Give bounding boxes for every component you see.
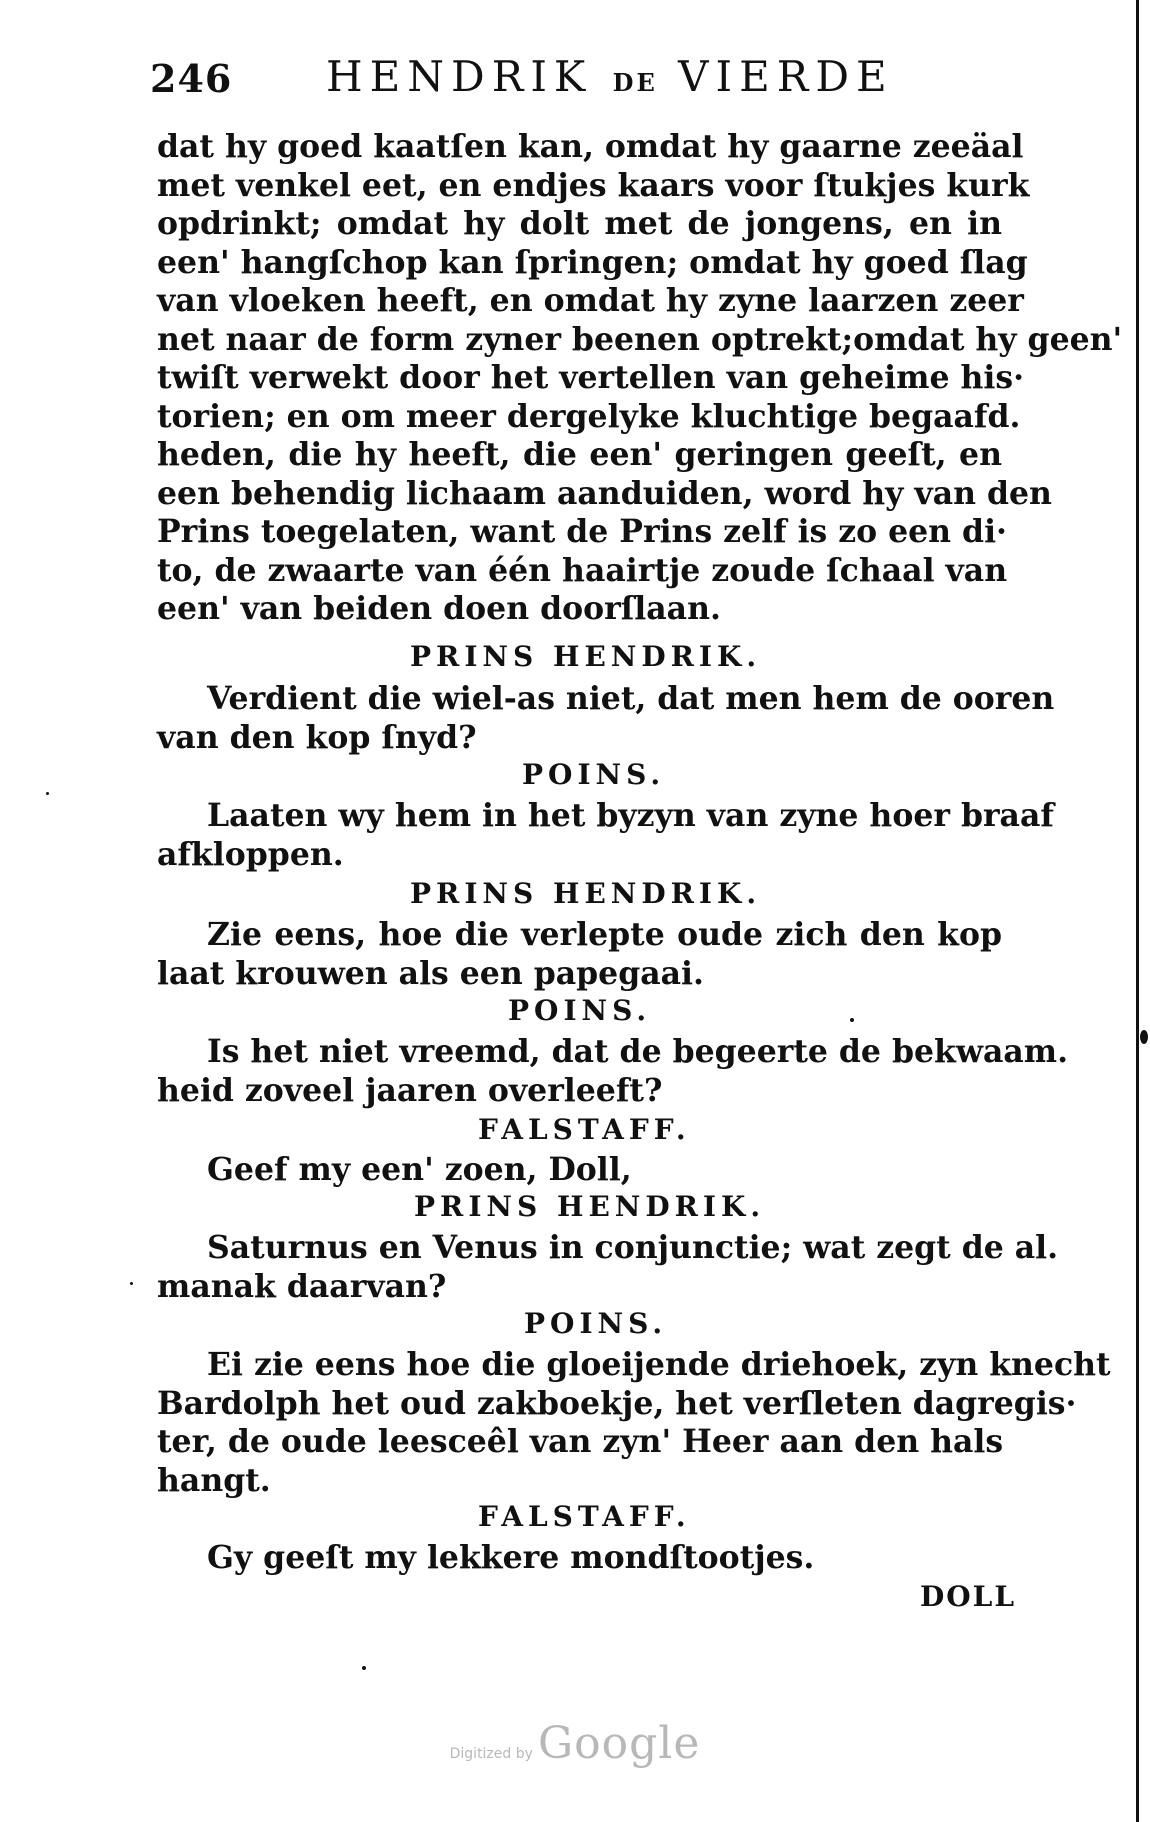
google-logo: Google <box>537 1718 701 1769</box>
running-title-part3: VIERDE <box>678 52 894 101</box>
digitized-watermark <box>0 1718 1150 1769</box>
speech <box>157 916 1002 993</box>
paragraph-line: opdrinkt; omdat hy dolt met de jongens, en in <box>157 205 1002 242</box>
running-title-part1: HENDRIK <box>326 52 593 101</box>
scan-speck <box>850 1018 854 1022</box>
running-title <box>326 52 894 101</box>
paragraph-line: dat hy goed kaatſen kan, omdat hy gaarne zeeäal <box>157 128 1024 165</box>
speech-line: van den kop ſnyd? <box>157 718 477 756</box>
speech <box>157 797 1054 874</box>
scan-speck <box>362 1666 366 1670</box>
speech-line: Bardolph het oud zakboekje, het verſleten dagregis· <box>157 1384 1077 1422</box>
speaker-name: FALSTAFF. <box>478 1113 691 1146</box>
scan-speck <box>1140 1030 1148 1044</box>
paragraph-line: van vloeken heeft, en omdat hy zyne laarzen zeer <box>157 282 1024 319</box>
paragraph-line: net naar de form zyner beenen optrekt;omdat hy geen' <box>157 320 1123 358</box>
paragraph-line: heden, die hy heeft, die een' geringen geeſt, en <box>157 436 1002 473</box>
paragraph-line: een behendig lichaam aanduiden, word hy van den <box>157 474 1052 512</box>
paragraph-line: Prins toegelaten, want de Prins zelf is zo een di· <box>157 513 1008 550</box>
speech-line: laat krouwen als een papegaai. <box>157 954 704 992</box>
speech <box>157 1151 1002 1190</box>
scan-speck <box>46 792 49 795</box>
speech-line: Gy geeſt my lekkere mondſtootjes. <box>207 1539 815 1576</box>
speaker-name: POINS. <box>524 1307 668 1340</box>
page-number: 246 <box>150 56 233 101</box>
watermark-prefix: Digitized by <box>449 1746 533 1762</box>
opening-paragraph <box>157 128 1123 629</box>
scan-speck <box>130 1282 133 1285</box>
speech-line: ter, de oude leesceêl van zyn' Heer aan den hals <box>157 1423 1004 1460</box>
speech-line: Geef my een' zoen, Doll, <box>207 1151 632 1188</box>
speech <box>157 1229 1059 1306</box>
speaker-name: POINS. <box>508 994 652 1027</box>
speaker-name: PRINS HENDRIK. <box>410 877 762 910</box>
speech <box>157 680 1055 757</box>
speaker-name: PRINS HENDRIK. <box>410 640 762 673</box>
speech-line: afkloppen. <box>157 835 344 873</box>
speech-line: Saturnus en Venus in conjunctie; wat zegt de al. <box>207 1229 1059 1266</box>
speech-line: Is het niet vreemd, dat de begeerte de bekwaam. <box>207 1033 1069 1070</box>
catchword: DOLL <box>920 1580 1017 1613</box>
running-header <box>150 52 894 102</box>
speaker-name: POINS. <box>522 758 666 791</box>
paragraph-line: een' hangſchop kan ſpringen; omdat hy goed ſlag <box>157 243 1028 281</box>
paragraph-line: twiſt verwekt door het vertellen van geheime his· <box>157 359 1025 396</box>
running-title-part2: DE <box>612 68 658 97</box>
speech-line: manak daarvan? <box>157 1267 447 1305</box>
speaker-name: FALSTAFF. <box>478 1500 691 1533</box>
speech <box>157 1539 1002 1578</box>
page-edge-line <box>1136 0 1139 1822</box>
speech-line: Verdient die wiel-as niet, dat men hem de ooren <box>207 680 1055 717</box>
speech <box>157 1033 1069 1110</box>
paragraph-line: een' van beiden doen doorſlaan. <box>157 590 721 627</box>
speaker-name: PRINS HENDRIK. <box>414 1190 766 1223</box>
paragraph-line: met venkel eet, en endjes kaars voor ſtukjes kurk <box>157 166 1030 204</box>
speech-line: Ei zie eens hoe die gloeijende driehoek, zyn knecht <box>207 1346 1111 1383</box>
speech <box>157 1346 1111 1500</box>
paragraph-line: to, de zwaarte van één haairtje zoude ſchaal van <box>157 551 1008 589</box>
speech-line: Zie eens, hoe die verlepte oude zich den kop <box>207 916 1002 953</box>
speech-line: hangt. <box>157 1461 271 1499</box>
speech-line: heid zoveel jaaren overleeft? <box>157 1071 663 1109</box>
speech-line: Laaten wy hem in het byzyn van zyne hoer braaf <box>207 797 1054 834</box>
paragraph-line: torien; en om meer dergelyke kluchtige begaafd. <box>157 397 1021 435</box>
